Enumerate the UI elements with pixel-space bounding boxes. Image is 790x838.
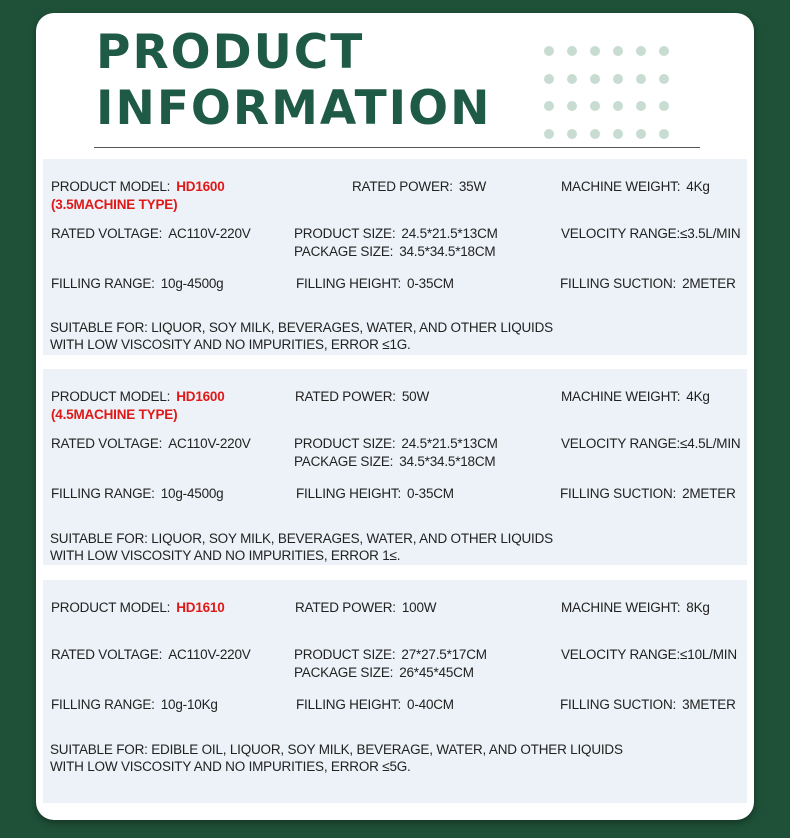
voltage-value: AC110V-220V: [168, 647, 251, 662]
package-size-field: [294, 243, 495, 261]
power-label: RATED POWER:: [352, 179, 453, 194]
filling-range-value: 10g-10Kg: [160, 697, 218, 712]
filling-suction-value: 2METER: [682, 276, 736, 291]
weight-field: [561, 178, 710, 196]
note-line-2: WITH LOW VISCOSITY AND NO IMPURITIES, ERROR ≤5G.: [50, 759, 411, 774]
filling-suction-field: [560, 696, 736, 714]
product-size-label: PRODUCT SIZE:: [294, 226, 396, 241]
product-section-1: [43, 159, 747, 355]
filling-suction-label: FILLING SUCTION:: [560, 276, 677, 291]
velocity-field: [561, 435, 740, 453]
filling-height-field: [296, 275, 454, 293]
filling-height-label: FILLING HEIGHT:: [296, 486, 402, 501]
power-value: 50W: [401, 389, 430, 404]
velocity-value: ≤4.5L/MIN: [680, 436, 741, 451]
machine-type: (3.5MACHINE TYPE): [51, 197, 178, 212]
page-title: [96, 25, 491, 137]
velocity-value: ≤10L/MIN: [680, 647, 737, 662]
voltage-field: [51, 646, 251, 664]
filling-suction-label: FILLING SUCTION:: [560, 697, 677, 712]
product-size-field: [294, 435, 498, 453]
model-value: HD1600: [176, 179, 225, 194]
model-value: HD1610: [176, 600, 225, 615]
weight-value: 4Kg: [686, 179, 710, 194]
weight-label: MACHINE WEIGHT:: [561, 179, 681, 194]
filling-height-label: FILLING HEIGHT:: [296, 697, 402, 712]
filling-suction-field: [560, 275, 736, 293]
product-info-card: [36, 13, 754, 820]
filling-range-label: FILLING RANGE:: [51, 697, 155, 712]
product-size-field: [294, 225, 498, 243]
weight-value: 4Kg: [686, 389, 710, 404]
filling-suction-value: 3METER: [682, 697, 736, 712]
product-size-field: [294, 646, 487, 664]
product-size-label: PRODUCT SIZE:: [294, 647, 396, 662]
product-size-label: PRODUCT SIZE:: [294, 436, 396, 451]
filling-height-field: [296, 485, 454, 503]
power-field: [295, 599, 436, 617]
filling-range-field: [51, 485, 224, 503]
note-line-2: WITH LOW VISCOSITY AND NO IMPURITIES, ERROR ≤1G.: [50, 337, 411, 352]
power-label: RATED POWER:: [295, 600, 396, 615]
model-label: PRODUCT MODEL:: [51, 179, 171, 194]
package-size-label: PACKAGE SIZE:: [294, 665, 394, 680]
velocity-label: VELOCITY RANGE:: [561, 226, 681, 241]
product-size-value: 24.5*21.5*13CM: [401, 436, 498, 451]
product-size-value: 24.5*21.5*13CM: [401, 226, 498, 241]
filling-range-field: [51, 696, 218, 714]
weight-field: [561, 388, 710, 406]
machine-type: (4.5MACHINE TYPE): [51, 407, 178, 422]
suitability-note: [50, 741, 623, 775]
weight-field: [561, 599, 710, 617]
voltage-field: [51, 435, 251, 453]
voltage-label: RATED VOLTAGE:: [51, 647, 163, 662]
note-line-1: SUITABLE FOR: LIQUOR, SOY MILK, BEVERAGES, WATER, AND OTHER LIQUIDS: [50, 531, 553, 546]
power-value: 100W: [401, 600, 437, 615]
title-divider: [94, 147, 700, 148]
velocity-value: ≤3.5L/MIN: [680, 226, 741, 241]
model-field: [51, 599, 225, 617]
filling-suction-label: FILLING SUCTION:: [560, 486, 677, 501]
filling-range-label: FILLING RANGE:: [51, 276, 155, 291]
velocity-field: [561, 646, 737, 664]
filling-range-value: 10g-4500g: [160, 276, 224, 291]
filling-range-value: 10g-4500g: [160, 486, 224, 501]
filling-suction-field: [560, 485, 736, 503]
suitability-note: [50, 319, 553, 353]
suitability-note: [50, 530, 553, 564]
filling-range-field: [51, 275, 224, 293]
model-label: PRODUCT MODEL:: [51, 600, 171, 615]
weight-label: MACHINE WEIGHT:: [561, 389, 681, 404]
filling-range-label: FILLING RANGE:: [51, 486, 155, 501]
decorative-dot-grid: [544, 46, 674, 142]
note-line-2: WITH LOW VISCOSITY AND NO IMPURITIES, ERROR 1≤.: [50, 548, 401, 563]
filling-height-value: 0-35CM: [407, 486, 454, 501]
voltage-label: RATED VOLTAGE:: [51, 226, 163, 241]
filling-height-value: 0-35CM: [407, 276, 454, 291]
title-line-1: PRODUCT: [96, 25, 365, 80]
voltage-value: AC110V-220V: [168, 436, 251, 451]
package-size-field: [294, 664, 474, 682]
power-value: 35W: [458, 179, 487, 194]
filling-suction-value: 2METER: [682, 486, 736, 501]
velocity-label: VELOCITY RANGE:: [561, 647, 681, 662]
weight-label: MACHINE WEIGHT:: [561, 600, 681, 615]
filling-height-field: [296, 696, 454, 714]
voltage-label: RATED VOLTAGE:: [51, 436, 163, 451]
product-size-value: 27*27.5*17CM: [401, 647, 487, 662]
filling-height-label: FILLING HEIGHT:: [296, 276, 402, 291]
product-section-3: [43, 580, 747, 803]
model-field: [51, 388, 225, 406]
weight-value: 8Kg: [686, 600, 710, 615]
voltage-value: AC110V-220V: [168, 226, 251, 241]
filling-height-value: 0-40CM: [407, 697, 454, 712]
power-label: RATED POWER:: [295, 389, 396, 404]
package-size-value: 26*45*45CM: [399, 665, 474, 680]
package-size-field: [294, 453, 495, 471]
power-field: [352, 178, 486, 196]
note-line-1: SUITABLE FOR: EDIBLE OIL, LIQUOR, SOY MILK, BEVERAGE, WATER, AND OTHER LIQUIDS: [50, 742, 623, 757]
model-label: PRODUCT MODEL:: [51, 389, 171, 404]
velocity-label: VELOCITY RANGE:: [561, 436, 681, 451]
package-size-label: PACKAGE SIZE:: [294, 454, 394, 469]
note-line-1: SUITABLE FOR: LIQUOR, SOY MILK, BEVERAGES, WATER, AND OTHER LIQUIDS: [50, 320, 553, 335]
package-size-value: 34.5*34.5*18CM: [399, 244, 496, 259]
velocity-field: [561, 225, 740, 243]
model-value: HD1600: [176, 389, 225, 404]
package-size-value: 34.5*34.5*18CM: [399, 454, 496, 469]
voltage-field: [51, 225, 251, 243]
model-field: [51, 178, 225, 196]
product-section-2: [43, 369, 747, 565]
power-field: [295, 388, 429, 406]
package-size-label: PACKAGE SIZE:: [294, 244, 394, 259]
title-line-2: INFORMATION: [96, 81, 492, 136]
